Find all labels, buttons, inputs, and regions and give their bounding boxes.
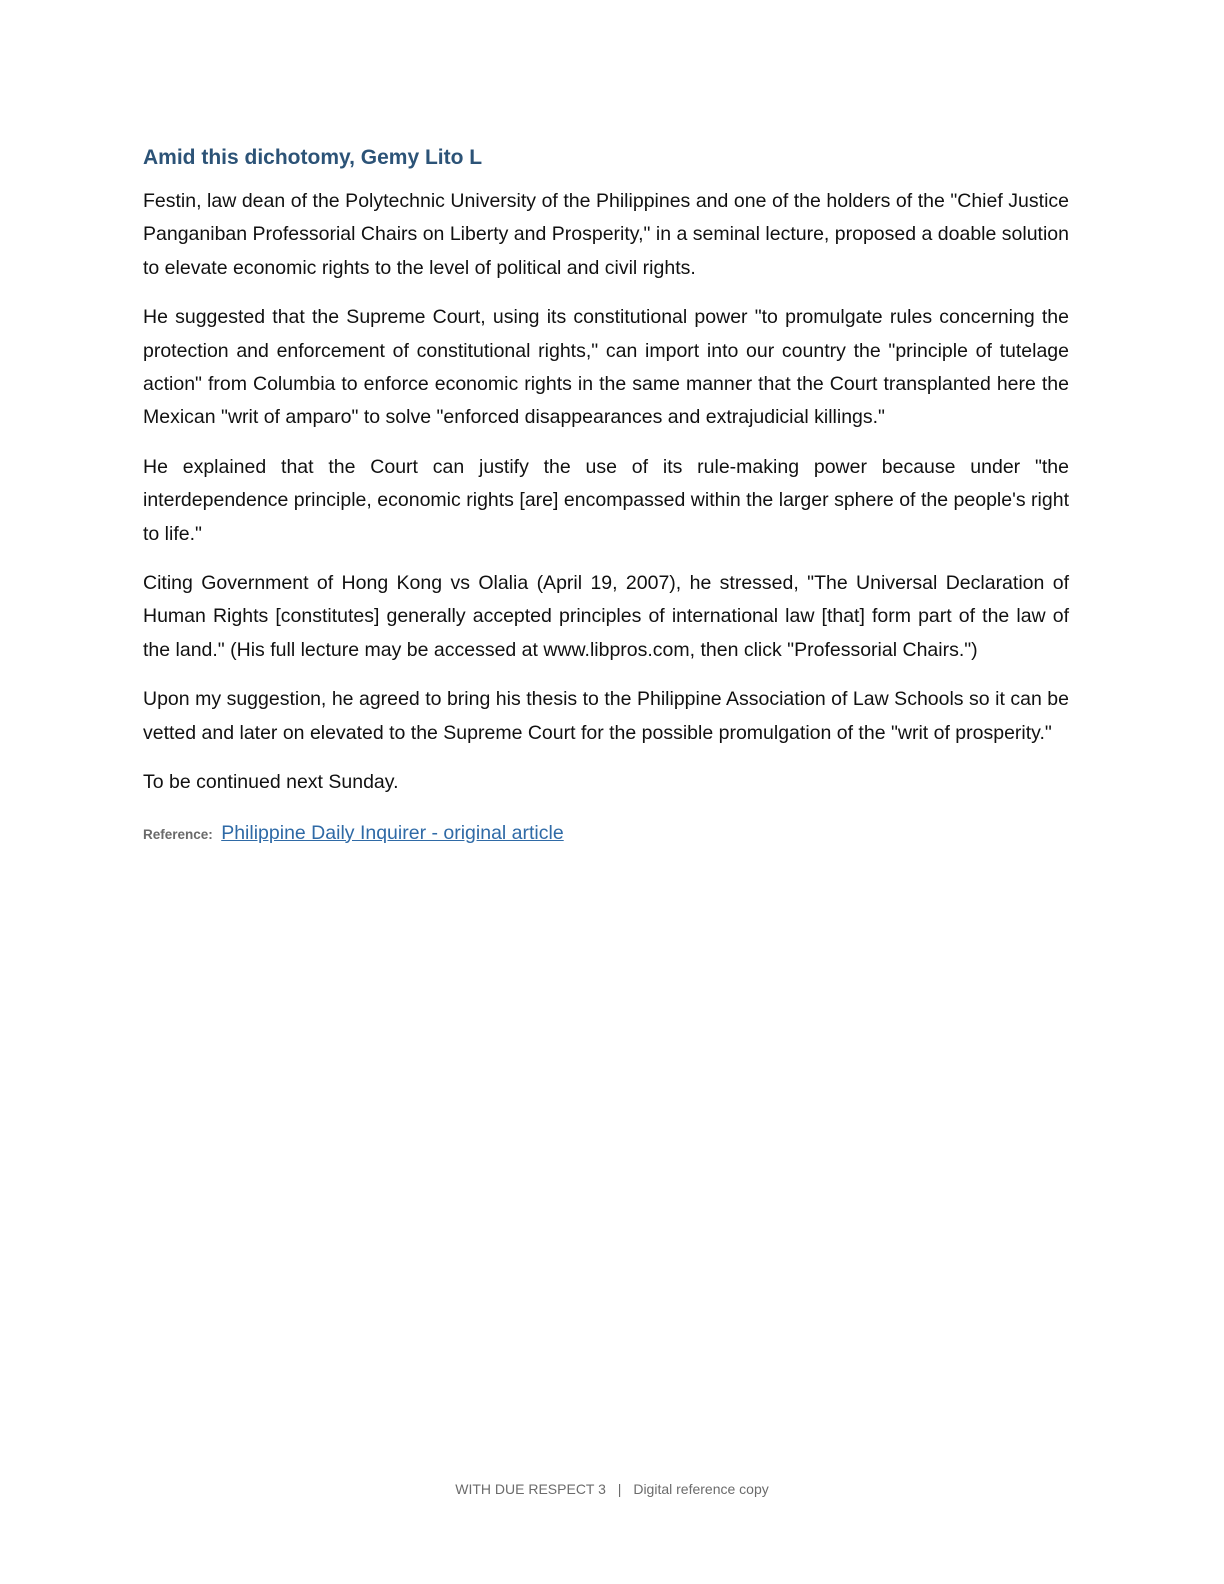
reference-label: Reference: <box>143 826 213 842</box>
reference-link[interactable]: Philippine Daily Inquirer - original article <box>221 821 564 844</box>
paragraph-4: Citing Government of Hong Kong vs Olalia (April 19, 2007), he stressed, "The Universal Declaration of Human Rights [constitutes] generally accepted principles of international law [that] form part of the law of the land." (His full lecture may be accessed at www.libpros.com, then click "Professorial Chairs.") <box>143 572 1069 661</box>
closing-line: To be continued next Sunday. <box>143 771 399 794</box>
section-heading: Amid this dichotomy, Gemy Lito L <box>143 146 483 169</box>
footer-running-title: WITH DUE RESPECT 3 <box>455 1481 606 1497</box>
paragraph-3: He explained that the Court can justify the use of its rule-making power because under "the interdependence principle, economic rights [are] encompassed within the larger sphere of the people's right to life." <box>143 455 1069 545</box>
footer-separator: | <box>617 1481 622 1497</box>
paragraph-1: Festin, law dean of the Polytechnic University of the Philippines and one of the holders of the "Chief Justice Panganiban Professorial Chairs on Liberty and Prosperity," in a seminal lecture, proposed a doable solution to elevate economic rights to the level of political and civil rights. <box>143 190 1069 279</box>
reference-line <box>143 818 1069 850</box>
paragraph-2: He suggested that the Supreme Court, using its constitutional power "to promulgate rules concerning the protection and enforcement of constitutional rights," can import into our country the "principle of tutelage action" from Columbia to enforce economic rights in the same manner that the Court transplanted here the Mexican "writ of amparo" to solve "enforced disappearances and extrajudicial killings." <box>143 306 1069 429</box>
paragraph-5: Upon my suggestion, he agreed to bring his thesis to the Philippine Association of Law Schools so it can be vetted and later on elevated to the Supreme Court for the possible promulgation of the "writ of prosperity." <box>143 688 1069 744</box>
footer-copy-note: Digital reference copy <box>633 1481 769 1497</box>
article-body <box>143 143 1069 850</box>
page-footer <box>0 1478 1224 1500</box>
